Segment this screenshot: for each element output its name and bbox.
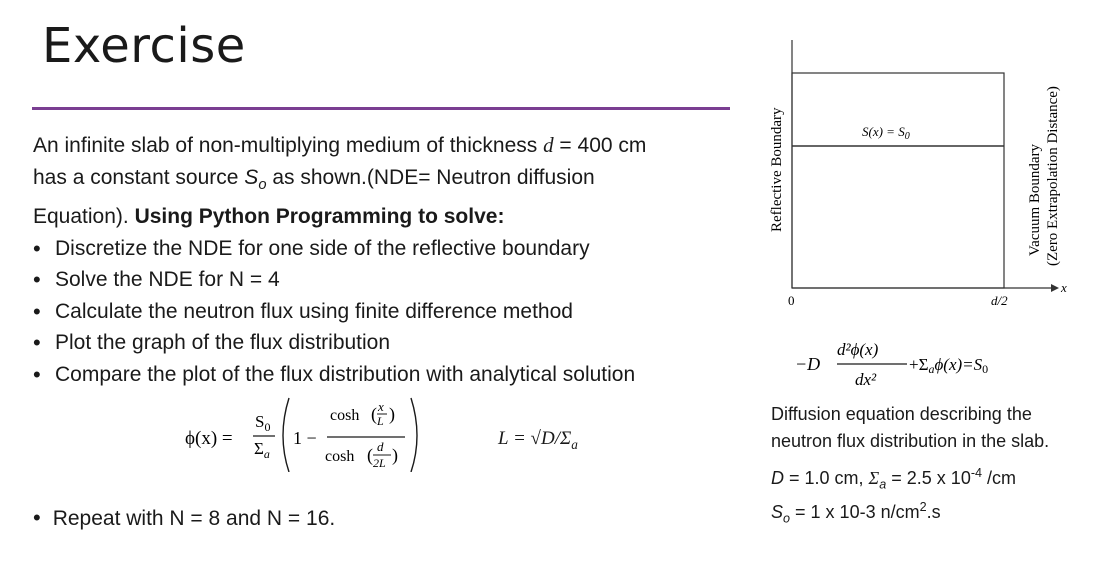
intro-line-3 bbox=[33, 201, 733, 233]
list-item: • Discretize the NDE for one side of the reflective boundary bbox=[33, 233, 733, 265]
analytical-solution-formula bbox=[185, 392, 445, 472]
nde-denominator: dx² bbox=[855, 370, 877, 389]
task-list bbox=[33, 233, 733, 391]
x-axis-arrow bbox=[1051, 284, 1059, 292]
nde-svg bbox=[795, 335, 1055, 395]
nde-minus-D: −D bbox=[795, 354, 821, 374]
S-exponent: 2 bbox=[919, 500, 927, 514]
right-paren bbox=[411, 398, 417, 472]
note-line-2: neutron flux distribution in the slab. bbox=[771, 431, 1050, 451]
paren-close: ) bbox=[389, 404, 395, 424]
slab-diagram bbox=[755, 30, 1120, 320]
x-over: x bbox=[378, 399, 384, 414]
paren-open-2: ( bbox=[367, 445, 373, 465]
vacuum-boundary-label: Vacuum Boundary bbox=[1027, 143, 1043, 256]
diffusion-equation bbox=[795, 335, 1055, 395]
x-axis-label: x bbox=[1061, 280, 1067, 295]
extrapolation-label: (Zero Extrapolation Distance) bbox=[1045, 86, 1061, 266]
s0-numerator: $S_0$ bbox=[255, 412, 271, 434]
thickness-value: = 400 cm bbox=[553, 134, 647, 157]
left-paren bbox=[283, 398, 289, 472]
intro-text: as shown.(NDE= Neutron diffusion bbox=[266, 165, 595, 189]
title-divider bbox=[32, 107, 730, 110]
note-line-1: Diffusion equation describing the bbox=[771, 404, 1032, 424]
sigma-value: = 2.5 x 10 bbox=[886, 468, 971, 488]
slab-diagram-svg bbox=[755, 30, 1120, 320]
intro-line-1 bbox=[33, 130, 733, 162]
parameter-D bbox=[771, 466, 1016, 492]
D-value: = 1.0 cm, bbox=[784, 468, 869, 488]
list-item: • Solve the NDE for N = 4 bbox=[33, 264, 733, 296]
d-over: d bbox=[377, 439, 384, 454]
origin-label: 0 bbox=[788, 293, 795, 308]
exercise-description bbox=[33, 130, 733, 390]
intro-text: Equation). bbox=[33, 205, 135, 229]
var-d: d bbox=[543, 133, 554, 157]
phi-lhs: ϕ(x) = bbox=[185, 428, 233, 449]
var-S: S bbox=[771, 502, 784, 522]
slab-outline bbox=[792, 73, 1004, 288]
twoL-under: 2L bbox=[373, 456, 386, 470]
cosh-denominator: cosh bbox=[325, 448, 355, 465]
slide-title: Exercise bbox=[42, 18, 246, 74]
L-under: L bbox=[377, 414, 384, 428]
nde-numerator: d²ϕ(x) bbox=[837, 340, 879, 359]
sigma-exponent: -4 bbox=[970, 466, 983, 480]
L-definition: L = √D/Σ bbox=[498, 428, 572, 449]
diffusion-length-formula bbox=[498, 428, 578, 453]
list-item: • Plot the graph of the flux distribution bbox=[33, 327, 733, 359]
L-definition-sub: a bbox=[571, 436, 578, 452]
paren-close-2: ) bbox=[392, 445, 398, 465]
source-label: $S(x) = S_0$ bbox=[862, 124, 910, 142]
sigma-unit: /cm bbox=[982, 468, 1017, 488]
parameter-S0 bbox=[771, 500, 941, 526]
task-heading: Using Python Programming to solve: bbox=[134, 205, 505, 229]
repeat-bullet bbox=[33, 505, 335, 531]
formula-svg bbox=[185, 392, 445, 472]
var-S-sub: o bbox=[783, 511, 791, 526]
paren-open: ( bbox=[371, 404, 377, 424]
sigma-symbol: Σ bbox=[868, 468, 880, 488]
repeat-text: Repeat with N = 8 and N = 16. bbox=[52, 507, 336, 530]
one-minus: 1 − bbox=[293, 428, 317, 448]
var-s-sub: o bbox=[258, 176, 267, 193]
intro-text: An infinite slab of non-multiplying medium of thickness bbox=[33, 134, 544, 157]
S-value: = 1 x 10-3 n/cm bbox=[790, 502, 920, 522]
var-s: S bbox=[244, 165, 259, 189]
list-item: • Calculate the neutron flux using finite difference method bbox=[33, 296, 733, 328]
intro-text: has a constant source bbox=[33, 165, 245, 189]
sigma-denominator: $\Sigma_a$ bbox=[254, 439, 270, 461]
cosh-numerator: cosh bbox=[330, 407, 360, 424]
half-thickness-label: d/2 bbox=[991, 293, 1008, 308]
list-item: • Compare the plot of the flux distribution with analytical solution bbox=[33, 359, 733, 391]
S-unit: .s bbox=[926, 502, 941, 522]
var-D: D bbox=[771, 468, 784, 488]
nde-rhs: +Σaϕ(x)=S0 bbox=[909, 355, 989, 376]
intro-line-2 bbox=[33, 162, 733, 202]
sigma-sub: a bbox=[879, 477, 887, 492]
reflective-boundary-label: Reflective Boundary bbox=[769, 107, 785, 232]
